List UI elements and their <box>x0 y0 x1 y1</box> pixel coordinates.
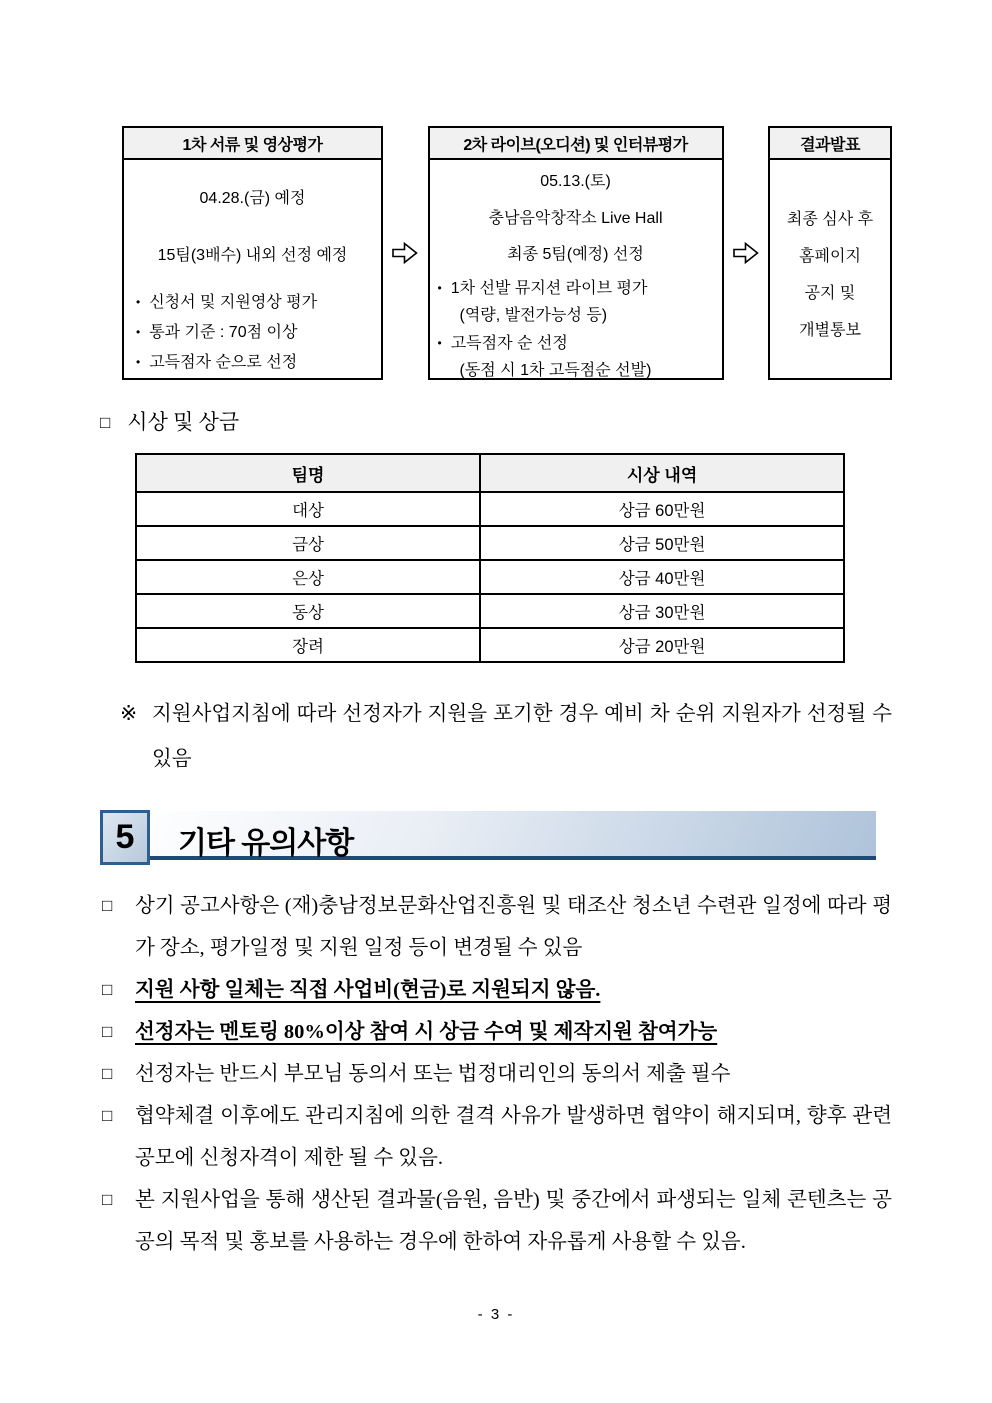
section-number-badge: 5 <box>100 810 150 865</box>
stage2-bullet <box>438 278 722 299</box>
awards-heading-text: 시상 및 상금 <box>127 410 240 434</box>
reserve-note-text: 지원사업지침에 따라 선정자가 지원을 포기한 경우 예비 차 순위 지원자가 선정될 수 있음 <box>152 703 892 770</box>
notice-text: 선정자는 반드시 부모님 동의서 또는 법정대리인의 동의서 제출 필수 <box>135 1063 731 1085</box>
awards-col-team: 팀명 <box>136 454 480 492</box>
flow-box-stage1-title: 1차 서류 및 영상평가 <box>124 128 381 160</box>
stage2-bullet <box>438 333 722 354</box>
arrow-right-icon <box>724 126 769 380</box>
notice-text: 상기 공고사항은 (재)충남정보문화산업진흥원 및 태조산 청소년 수련관 일정에 따라 평가 장소, 평가일정 및 지원 일정 등이 변경될 수 있음 <box>135 895 892 959</box>
stage1-bullet <box>136 352 381 373</box>
section-title: 기타 유의사항 <box>178 827 354 860</box>
stage2-bullet-text: 1차 선발 뮤지션 라이브 평가 <box>450 280 648 297</box>
table-row <box>136 628 844 662</box>
team-cell: 은상 <box>136 560 480 594</box>
stage1-bullet-text: 고득점자 순으로 선정 <box>149 354 298 371</box>
prize-cell: 상금 20만원 <box>480 628 844 662</box>
notice-item <box>100 1179 892 1263</box>
notice-text: 협약체결 이후에도 관리지침에 의한 결격 사유가 발생하면 협약이 해지되며, 향후 관련 공모에 신청자격이 제한 될 수 있음. <box>135 1105 892 1169</box>
notice-item <box>100 1095 892 1179</box>
stage2-selection: 최종 5팀(예정) 선정 <box>507 246 644 263</box>
arrow-right-icon <box>383 126 428 380</box>
awards-header-row <box>136 454 844 492</box>
flow-box-stage2-title: 2차 라이브(오디션) 및 인터뷰평가 <box>430 128 722 160</box>
notice-item <box>100 969 892 1011</box>
stage1-date: 04.28.(금) 예정 <box>199 190 306 207</box>
stage1-bullet-text: 통과 기준 : 70점 이상 <box>149 324 298 341</box>
result-line: 공지 및 <box>804 285 856 302</box>
stage1-bullet <box>136 292 381 313</box>
square-bullet-icon: □ <box>100 413 111 432</box>
awards-table <box>135 453 845 663</box>
table-row <box>136 594 844 628</box>
notice-item <box>100 1053 892 1095</box>
square-bullet-icon: □ <box>102 1190 113 1209</box>
result-line: 개별통보 <box>799 322 861 339</box>
bullet-dot-icon: • <box>437 336 442 350</box>
result-line: 최종 심사 후 <box>786 211 874 228</box>
stage2-bullet-subtext: (동점 시 1차 고득점순 선발) <box>459 362 652 379</box>
square-bullet-icon: □ <box>102 980 113 999</box>
notice-item <box>100 885 892 969</box>
square-bullet-icon: □ <box>102 1022 113 1041</box>
bullet-dot-icon: • <box>136 355 141 369</box>
stage2-bullet-subtext: (역량, 발전가능성 등) <box>459 307 608 324</box>
table-row <box>136 526 844 560</box>
flow-box-result-title: 결과발표 <box>770 128 890 160</box>
team-cell: 금상 <box>136 526 480 560</box>
flow-box-result-body <box>770 160 890 378</box>
notice-text: 본 지원사업을 통해 생산된 결과물(음원, 음반) 및 중간에서 파생되는 일체 콘텐츠는 공공의 목적 및 홍보를 사용하는 경우에 한하여 자유롭게 사용할 수 있음. <box>135 1189 892 1253</box>
table-row <box>136 560 844 594</box>
flow-box-stage2-body <box>430 160 722 388</box>
stage1-bullet-text: 신청서 및 지원영상 평가 <box>149 294 318 311</box>
reserve-note <box>100 692 892 782</box>
square-bullet-icon: □ <box>102 896 113 915</box>
bullet-dot-icon: • <box>136 295 141 309</box>
notice-text: 선정자는 멘토링 80%이상 참여 시 상금 수여 및 제작지원 참여가능 <box>135 1021 718 1043</box>
prize-cell: 상금 50만원 <box>480 526 844 560</box>
flow-box-stage1-body <box>124 160 381 382</box>
square-bullet-icon: □ <box>102 1106 113 1125</box>
result-line: 홈페이지 <box>799 248 861 265</box>
prize-cell: 상금 40만원 <box>480 560 844 594</box>
stage2-date: 05.13.(토) <box>540 173 611 190</box>
team-cell: 동상 <box>136 594 480 628</box>
reference-mark-icon: ※ <box>120 703 138 725</box>
notices-list <box>100 885 892 1263</box>
stage1-bullet-list <box>124 292 381 373</box>
awards-heading <box>100 406 892 436</box>
evaluation-process-diagram <box>122 126 892 380</box>
notice-item <box>100 1011 892 1053</box>
stage1-bullet <box>136 322 381 343</box>
stage2-bullet-list <box>430 278 722 381</box>
bullet-dot-icon: • <box>136 325 141 339</box>
awards-col-prize: 시상 내역 <box>480 454 844 492</box>
prize-cell: 상금 30만원 <box>480 594 844 628</box>
stage1-selection: 15팀(3배수) 내외 선정 예정 <box>157 247 348 264</box>
flow-box-result <box>768 126 892 380</box>
team-cell: 대상 <box>136 492 480 526</box>
square-bullet-icon: □ <box>102 1064 113 1083</box>
notice-text: 지원 사항 일체는 직접 사업비(현금)로 지원되지 않음. <box>135 979 601 1001</box>
stage2-bullet-text: 고득점자 순 선정 <box>450 335 568 352</box>
table-row <box>136 492 844 526</box>
team-cell: 장려 <box>136 628 480 662</box>
flow-box-stage2 <box>428 126 724 380</box>
section-header <box>100 810 876 865</box>
prize-cell: 상금 60만원 <box>480 492 844 526</box>
stage2-venue: 충남음악창작소 Live Hall <box>488 210 663 227</box>
page-number: - 3 - <box>477 1306 515 1323</box>
bullet-dot-icon: • <box>437 281 442 295</box>
flow-box-stage1 <box>122 126 383 380</box>
